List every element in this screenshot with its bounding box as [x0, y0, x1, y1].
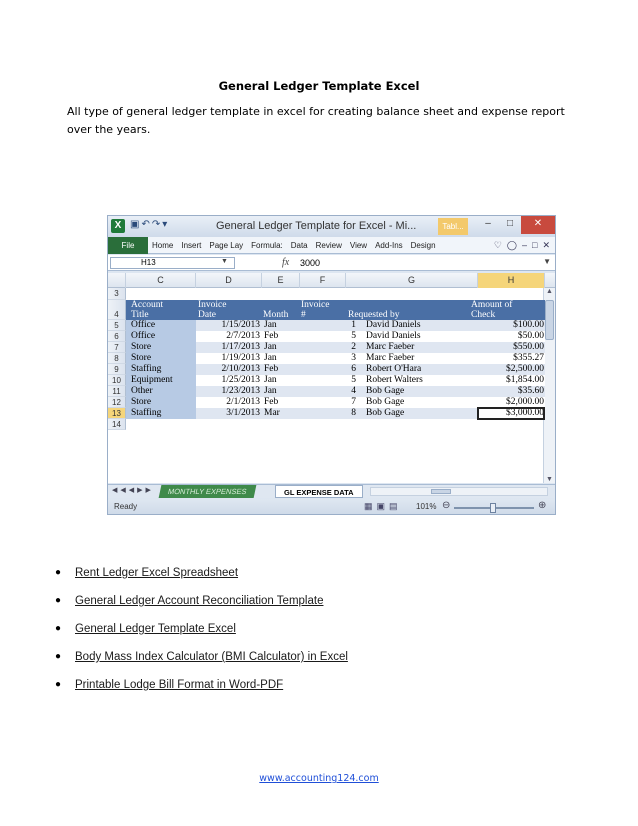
- table-cell: Office: [131, 331, 156, 341]
- bullet-icon: ●: [55, 567, 62, 578]
- sheet-nav-icon: ◀◀◀▶▶: [112, 487, 154, 494]
- table-cell: Feb: [264, 331, 279, 341]
- table-cell: Jan: [264, 353, 277, 363]
- table-cell: Mar: [264, 408, 280, 418]
- function-icon: fx: [282, 257, 290, 268]
- row-number: 11: [108, 386, 126, 397]
- excel-screenshot: [107, 215, 556, 515]
- related-link[interactable]: Rent Ledger Excel Spreadsheet: [75, 567, 239, 579]
- list-item: [55, 567, 348, 595]
- window-controls: [477, 216, 555, 234]
- list-item: [55, 679, 348, 707]
- zoom-knob: [490, 503, 496, 513]
- amount-cell: $1,854.00: [506, 375, 544, 385]
- document-intro: All type of general ledger template in excel for creating balance sheet and expense report over the years.: [67, 105, 565, 136]
- table-cell: 1/19/2013: [221, 353, 260, 363]
- bullet-icon: ●: [55, 679, 62, 690]
- list-item: [55, 651, 348, 679]
- list-item: [55, 595, 348, 623]
- ribbon-tab: Data: [290, 240, 308, 250]
- amount-cell: $3,000.00: [478, 408, 544, 419]
- ribbon-tab: Review: [315, 240, 342, 250]
- column-header: F: [300, 273, 346, 288]
- favorite-icon: ♡: [493, 239, 502, 250]
- table-row: [126, 386, 545, 397]
- context-tab-table: Tabl...: [438, 218, 468, 235]
- save-icon: ▣: [130, 219, 142, 230]
- table-cell: 2: [351, 342, 356, 352]
- row-number: 4: [108, 300, 126, 320]
- ribbon-tab: Formula:: [251, 240, 283, 250]
- table-cell: 3/1/2013: [226, 408, 260, 418]
- table-cell: David Daniels: [366, 331, 421, 341]
- table-cell: Feb: [264, 364, 279, 374]
- ribbon-tab: Design: [410, 240, 436, 250]
- table-cell: Equipment: [131, 375, 173, 385]
- quick-access-toolbar: [130, 219, 169, 230]
- table-cell: Bob Gage: [366, 386, 405, 396]
- table-cell: 7: [351, 397, 356, 407]
- header-cell: Date: [198, 310, 216, 320]
- header-cell: Month: [263, 310, 289, 320]
- amount-cell: $550.00: [513, 342, 544, 352]
- restore-icon: □: [532, 239, 538, 250]
- related-link[interactable]: Printable Lodge Bill Format in Word-PDF: [75, 679, 284, 691]
- table-cell: 5: [351, 331, 356, 341]
- related-links-list: [55, 567, 348, 707]
- normal-view-icon: ▦: [364, 501, 373, 511]
- maximize-icon: □: [506, 218, 514, 229]
- table-row: [126, 408, 545, 419]
- horizontal-scrollbar: [370, 487, 548, 496]
- table-cell: 1/17/2013: [221, 342, 260, 352]
- close-workbook-icon: ✕: [542, 239, 550, 250]
- column-header: D: [196, 273, 262, 288]
- table-cell: 2/7/2013: [226, 331, 260, 341]
- table-cell: Marc Faeber: [366, 353, 415, 363]
- header-cell: Account: [131, 300, 164, 310]
- table-header: [126, 300, 545, 320]
- table-cell: 1: [351, 320, 356, 330]
- row-number: 3: [108, 288, 126, 300]
- table-cell: Staffing: [131, 408, 162, 418]
- table-cell: Jan: [264, 386, 277, 396]
- zoom-level: 101%: [416, 502, 437, 511]
- related-link[interactable]: General Ledger Account Reconciliation Template: [75, 595, 324, 607]
- close-icon: ✕: [521, 216, 555, 234]
- column-header: E: [262, 273, 300, 288]
- table-cell: 3: [351, 353, 356, 363]
- table-cell: Staffing: [131, 364, 162, 374]
- amount-cell: $100.00: [513, 320, 544, 330]
- table-cell: 4: [351, 386, 356, 396]
- sheet-tab-monthly-expenses: MONTHLY EXPENSES: [159, 485, 256, 498]
- amount-cell: $2,500.00: [506, 364, 544, 374]
- row-number: 5: [108, 320, 126, 331]
- scroll-thumb: [545, 300, 554, 340]
- table-cell: Store: [131, 353, 152, 363]
- table-cell: 2/10/2013: [221, 364, 260, 374]
- table-cell: 8: [351, 408, 356, 418]
- column-header: G: [346, 273, 478, 288]
- footer-link[interactable]: www.accounting124.com: [259, 773, 379, 784]
- name-box: H13: [110, 257, 235, 269]
- table-cell: 1/15/2013: [221, 320, 260, 330]
- table-row: [126, 342, 545, 353]
- formula-value: 3000: [300, 258, 321, 268]
- row-number: 14: [108, 419, 126, 430]
- chevron-down-icon: ▼: [221, 258, 228, 265]
- table-cell: Robert O'Hara: [366, 364, 422, 374]
- sheet-tab-gl-expense-data: GL EXPENSE DATA: [275, 485, 363, 498]
- scroll-up-icon: ▲: [546, 288, 553, 295]
- table-row: [126, 320, 545, 331]
- expand-formula-icon: ▼: [543, 257, 551, 266]
- table-cell: Bob Gage: [366, 397, 405, 407]
- ribbon-icons: [494, 240, 555, 251]
- customize-icon: ▾: [162, 219, 170, 230]
- minimize-icon: –: [485, 218, 491, 229]
- amount-cell: $35.60: [517, 386, 544, 396]
- header-cell: Invoice: [198, 300, 227, 310]
- ribbon-tab: Home: [152, 240, 174, 250]
- help-icon: ◯: [506, 239, 517, 250]
- table-cell: Store: [131, 342, 152, 352]
- header-cell: Check: [471, 310, 496, 320]
- redo-icon: ↷: [151, 219, 163, 230]
- header-cell: Title: [131, 310, 149, 320]
- amount-cell: $355.27: [513, 353, 544, 363]
- ribbon-tab: Insert: [181, 240, 202, 250]
- ribbon-tab: View: [349, 240, 368, 250]
- table-cell: Marc Faeber: [366, 342, 415, 352]
- row-number: 12: [108, 397, 126, 408]
- ribbon-tab: File: [108, 237, 148, 254]
- table-cell: David Daniels: [366, 320, 421, 330]
- amount-cell: $2,000.00: [506, 397, 544, 407]
- header-cell: #: [301, 310, 306, 320]
- related-link[interactable]: General Ledger Template Excel: [75, 623, 236, 635]
- table-cell: 2/1/2013: [226, 397, 260, 407]
- excel-logo-icon: X: [111, 219, 125, 233]
- page-break-icon: ▤: [389, 501, 398, 511]
- bullet-icon: ●: [55, 623, 62, 634]
- view-buttons: [364, 501, 398, 512]
- header-cell: Requested by: [348, 310, 400, 320]
- ribbon-tab: Add-Ins: [375, 240, 403, 250]
- select-all-corner: [108, 273, 126, 288]
- zoom-slider: [454, 507, 534, 509]
- row-number: 9: [108, 364, 126, 375]
- row-number: 6: [108, 331, 126, 342]
- amount-cell: $50.00: [517, 331, 544, 341]
- status-text: Ready: [114, 502, 138, 511]
- bullet-icon: ●: [55, 595, 62, 606]
- formula-bar: [108, 255, 555, 271]
- ribbon-tab: Page Lay: [209, 240, 244, 250]
- spreadsheet-grid: [108, 273, 555, 483]
- table-cell: Jan: [264, 375, 277, 385]
- undo-icon: ↶: [141, 219, 152, 230]
- table-row: [126, 353, 545, 364]
- bullet-icon: ●: [55, 651, 62, 662]
- column-header: H: [478, 273, 545, 288]
- table-cell: 6: [351, 364, 356, 374]
- zoom-out-icon: ⊖: [442, 500, 451, 511]
- row-number: 13: [108, 408, 126, 419]
- table-cell: 1/23/2013: [221, 386, 260, 396]
- table-row: [126, 331, 545, 342]
- table-cell: Office: [131, 320, 156, 330]
- related-link[interactable]: Body Mass Index Calculator (BMI Calculator) in Excel: [75, 651, 348, 663]
- row-number: 8: [108, 353, 126, 364]
- ribbon-tabs: [108, 237, 555, 254]
- table-cell: Store: [131, 397, 152, 407]
- zoom-in-icon: ⊕: [538, 500, 547, 511]
- table-cell: Jan: [264, 342, 277, 352]
- column-header: C: [126, 273, 196, 288]
- table-cell: 5: [351, 375, 356, 385]
- excel-title-bar: [108, 216, 555, 237]
- ribbon-minimize-icon: –: [522, 239, 528, 250]
- row-number: 7: [108, 342, 126, 353]
- table-cell: Feb: [264, 397, 279, 407]
- table-cell: Bob Gage: [366, 408, 405, 418]
- list-item: [55, 623, 348, 651]
- table-cell: Other: [131, 386, 153, 396]
- table-cell: Jan: [264, 320, 277, 330]
- status-bar: [108, 499, 555, 515]
- document-title: General Ledger Template Excel: [218, 79, 420, 93]
- footer: [0, 773, 638, 784]
- table-row: [126, 375, 545, 386]
- table-cell: 1/25/2013: [221, 375, 260, 385]
- header-cell: Amount of: [471, 300, 513, 310]
- sheet-tab-bar: [108, 484, 555, 498]
- hscroll-thumb: [431, 489, 451, 494]
- column-headers: [108, 273, 555, 288]
- window-title: General Ledger Template for Excel - Mi...: [216, 220, 417, 232]
- scroll-down-icon: ▼: [546, 476, 553, 483]
- table-row: [126, 397, 545, 408]
- table-cell: Robert Walters: [366, 375, 423, 385]
- header-cell: Invoice: [301, 300, 330, 310]
- table-row: [126, 364, 545, 375]
- page-layout-icon: ▣: [376, 501, 386, 511]
- row-number: 10: [108, 375, 126, 386]
